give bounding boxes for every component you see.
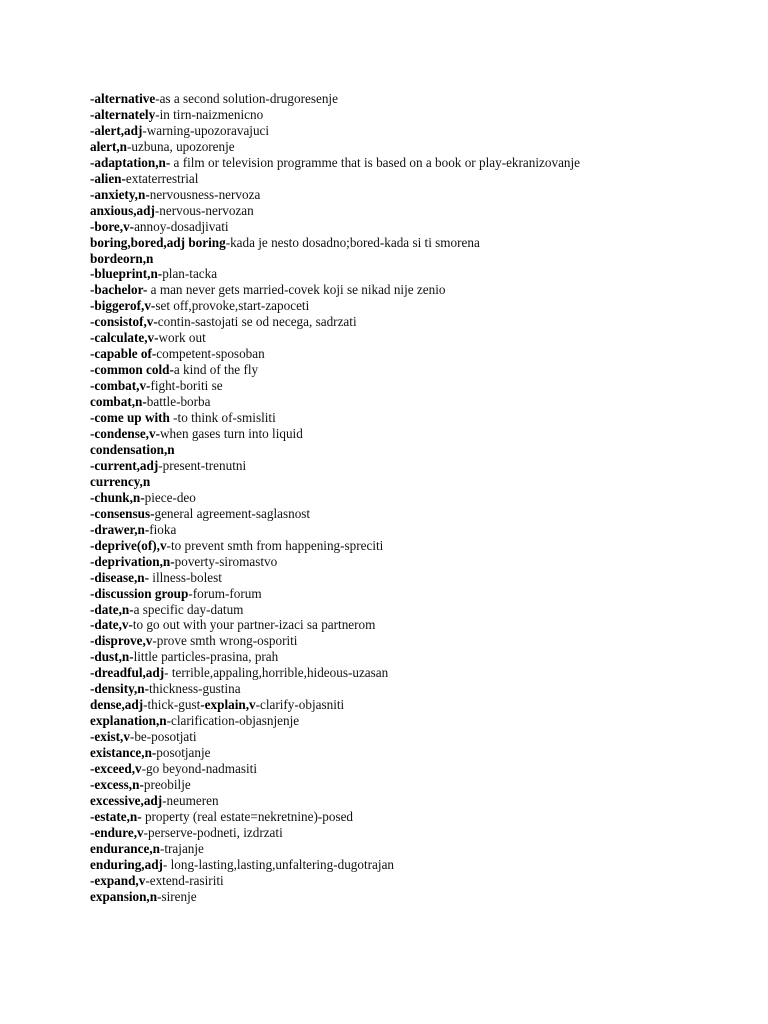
vocabulary-entry — [90, 107, 740, 123]
entry-definition: -warning-upozoravajuci — [142, 122, 270, 138]
entry-term: -density,n- — [90, 681, 149, 697]
vocabulary-list — [90, 91, 740, 905]
entry-definition: -to prevent smth from happening-spreciti — [166, 537, 384, 553]
entry-definition: -trajanje — [159, 840, 204, 856]
entry-term: -adaptation,n- — [90, 154, 171, 170]
vocabulary-entry — [90, 219, 740, 235]
vocabulary-entry — [90, 586, 740, 602]
entry-definition: extaterrestrial — [125, 170, 199, 186]
vocabulary-entry — [90, 378, 740, 394]
vocabulary-entry — [90, 729, 740, 745]
vocabulary-entry — [90, 410, 740, 426]
entry-term: explanation,n — [90, 713, 167, 729]
entry-definition: general agreement-saglasnost — [154, 505, 311, 521]
entry-definition: nervousness-nervoza — [149, 186, 261, 202]
entry-term: dense,adj — [90, 697, 144, 713]
vocabulary-entry — [90, 889, 740, 905]
entry-term: alert,n — [90, 138, 127, 154]
entry-definition: -perserve-podneti, izdrzati — [143, 824, 283, 840]
entry-definition: contin-sastojati se od necega, sadrzati — [157, 314, 357, 330]
entry-definition: -go beyond-nadmasiti — [141, 761, 257, 777]
vocabulary-entry — [90, 171, 740, 187]
entry-term: -explain,v — [200, 697, 256, 713]
entry-definition: -clarification-objasnjenje — [166, 713, 300, 729]
entry-term: boring,bored,adj boring — [90, 234, 226, 250]
vocabulary-entry — [90, 506, 740, 522]
vocabulary-entry — [90, 139, 740, 155]
vocabulary-entry — [90, 649, 740, 665]
entry-definition: property (real estate=nekretnine)-posed — [141, 808, 354, 824]
entry-term: -condense,v- — [90, 426, 160, 442]
vocabulary-entry — [90, 346, 740, 362]
vocabulary-entry — [90, 251, 740, 267]
entry-term: -disease,n- — [90, 569, 149, 585]
entry-definition: -uzbuna, upozorenje — [127, 138, 235, 154]
entry-term: -exist,v — [90, 729, 130, 745]
entry-definition: -extend-rasiriti — [145, 872, 224, 888]
vocabulary-entry — [90, 745, 740, 761]
entry-definition: competent-sposoban — [156, 346, 265, 362]
vocabulary-entry — [90, 633, 740, 649]
vocabulary-entry — [90, 266, 740, 282]
entry-definition: -in tirn-naizmenicno — [155, 106, 264, 122]
entry-definition: -clarify-objasniti — [255, 697, 345, 713]
vocabulary-entry — [90, 123, 740, 139]
vocabulary-entry — [90, 841, 740, 857]
entry-term: -common cold- — [90, 362, 174, 378]
vocabulary-entry — [90, 809, 740, 825]
entry-term: -current,adj — [90, 457, 159, 473]
entry-term: -deprive(of),v — [90, 537, 167, 553]
entry-definition: -thick-gust — [143, 697, 201, 713]
entry-definition: a kind of the fly — [173, 362, 259, 378]
entry-term: -discussion group — [90, 585, 189, 601]
vocabulary-entry — [90, 298, 740, 314]
entry-term: -capable of- — [90, 346, 157, 362]
entry-term: condensation,n — [90, 441, 175, 457]
entry-term: -alternately — [90, 106, 156, 122]
entry-term: -drawer,n- — [90, 521, 150, 537]
vocabulary-entry — [90, 602, 740, 618]
entry-definition: plan-tacka — [162, 266, 218, 282]
entry-definition: -kada je nesto dosadno;bored-kada si ti smorena — [225, 234, 480, 250]
entry-definition: -be-posotjati — [129, 729, 197, 745]
entry-definition: - terrible,appaling,horrible,hideous-uzasan — [164, 665, 389, 681]
entry-definition: -sirenje — [157, 888, 197, 904]
vocabulary-entry — [90, 761, 740, 777]
vocabulary-entry — [90, 825, 740, 841]
vocabulary-entry — [90, 155, 740, 171]
entry-definition: -forum-forum — [188, 585, 262, 601]
entry-term: -exceed,v — [90, 761, 142, 777]
entry-term: existance,n- — [90, 745, 157, 761]
entry-term: -date,v- — [90, 617, 133, 633]
entry-definition: work out — [158, 330, 206, 346]
vocabulary-entry — [90, 777, 740, 793]
vocabulary-entry — [90, 697, 740, 713]
entry-term: -bachelor- — [90, 282, 148, 298]
entry-term: excessive,adj — [90, 792, 163, 808]
entry-term: anxious,adj — [90, 202, 155, 218]
entry-definition: piece-deo — [144, 489, 196, 505]
entry-term: -deprivation,n- — [90, 553, 175, 569]
entry-term: -expand,v — [90, 872, 146, 888]
vocabulary-entry — [90, 490, 740, 506]
entry-definition: -as a second solution-drugoresenje — [155, 91, 338, 106]
entry-term: -estate,n- — [90, 808, 142, 824]
entry-term: currency,n — [90, 473, 151, 489]
entry-term: -dreadful,adj — [90, 665, 165, 681]
entry-term: -consistof,v- — [90, 314, 158, 330]
entry-definition: -to think of-smisliti — [169, 410, 276, 426]
vocabulary-entry — [90, 314, 740, 330]
entry-term: -consensus- — [90, 505, 155, 521]
entry-definition: - long-lasting,lasting,unfaltering-dugotrajan — [162, 856, 395, 872]
entry-term: -alert,adj — [90, 122, 143, 138]
entry-term: -date,n- — [90, 601, 134, 617]
vocabulary-entry — [90, 282, 740, 298]
entry-term: combat,n- — [90, 394, 147, 410]
entry-definition: -nervous-nervozan — [154, 202, 254, 218]
entry-definition: a film or television programme that is based on a book or play-ekranizovanje — [170, 154, 581, 170]
entry-term: bordeorn,n — [90, 250, 154, 266]
entry-definition: little particles-prasina, prah — [133, 649, 279, 665]
entry-definition: fight-boriti se — [150, 378, 223, 394]
entry-definition: a specific day-datum — [133, 601, 244, 617]
entry-definition: a man never gets married-covek koji se nikad nije zenio — [147, 282, 446, 298]
vocabulary-entry — [90, 442, 740, 458]
vocabulary-entry — [90, 235, 740, 251]
entry-definition: battle-borba — [146, 394, 211, 410]
vocabulary-entry — [90, 554, 740, 570]
entry-definition: posotjanje — [156, 745, 211, 761]
entry-definition: -present-trenutni — [158, 457, 247, 473]
vocabulary-entry — [90, 570, 740, 586]
vocabulary-entry — [90, 474, 740, 490]
entry-term: -endure,v — [90, 824, 144, 840]
vocabulary-entry — [90, 713, 740, 729]
entry-term: -anxiety,n- — [90, 186, 150, 202]
entry-term: -excess,n- — [90, 776, 144, 792]
entry-term: -alternative — [90, 91, 156, 106]
vocabulary-entry — [90, 522, 740, 538]
vocabulary-entry — [90, 426, 740, 442]
entry-term: -chunk,n- — [90, 489, 145, 505]
vocabulary-entry — [90, 187, 740, 203]
entry-term: -alien- — [90, 170, 126, 186]
entry-definition: annoy-dosadjivati — [134, 218, 229, 234]
entry-term: -dust,n- — [90, 649, 134, 665]
entry-term: -combat,v- — [90, 378, 151, 394]
entry-definition: thickness-gustina — [149, 681, 241, 697]
entry-term: -blueprint,n- — [90, 266, 163, 282]
entry-term: expansion,n — [90, 888, 158, 904]
entry-term: -biggerof,v- — [90, 298, 156, 314]
vocabulary-entry — [90, 665, 740, 681]
vocabulary-entry — [90, 394, 740, 410]
vocabulary-entry — [90, 617, 740, 633]
entry-term: -come up with — [90, 410, 170, 426]
entry-definition: when gases turn into liquid — [159, 426, 303, 442]
entry-definition: preobilje — [143, 776, 191, 792]
vocabulary-entry — [90, 458, 740, 474]
vocabulary-entry — [90, 793, 740, 809]
entry-term: endurance,n — [90, 840, 160, 856]
vocabulary-entry — [90, 538, 740, 554]
vocabulary-entry — [90, 681, 740, 697]
entry-definition: fioka — [149, 521, 177, 537]
entry-definition: set off,provoke,start-zapoceti — [155, 298, 310, 314]
vocabulary-entry — [90, 91, 740, 107]
entry-term: -calculate,v- — [90, 330, 159, 346]
entry-definition: illness-bolest — [148, 569, 222, 585]
entry-definition: -prove smth wrong-osporiti — [152, 633, 298, 649]
entry-term: -bore,v- — [90, 218, 135, 234]
vocabulary-entry — [90, 330, 740, 346]
entry-term: enduring,adj — [90, 856, 163, 872]
entry-definition: poverty-siromastvo — [174, 553, 278, 569]
entry-definition: -neumeren — [162, 792, 219, 808]
vocabulary-entry — [90, 362, 740, 378]
entry-definition: to go out with your partner-izaci sa partnerom — [132, 617, 376, 633]
vocabulary-entry — [90, 857, 740, 873]
vocabulary-entry — [90, 203, 740, 219]
entry-term: -disprove,v — [90, 633, 153, 649]
vocabulary-entry — [90, 873, 740, 889]
